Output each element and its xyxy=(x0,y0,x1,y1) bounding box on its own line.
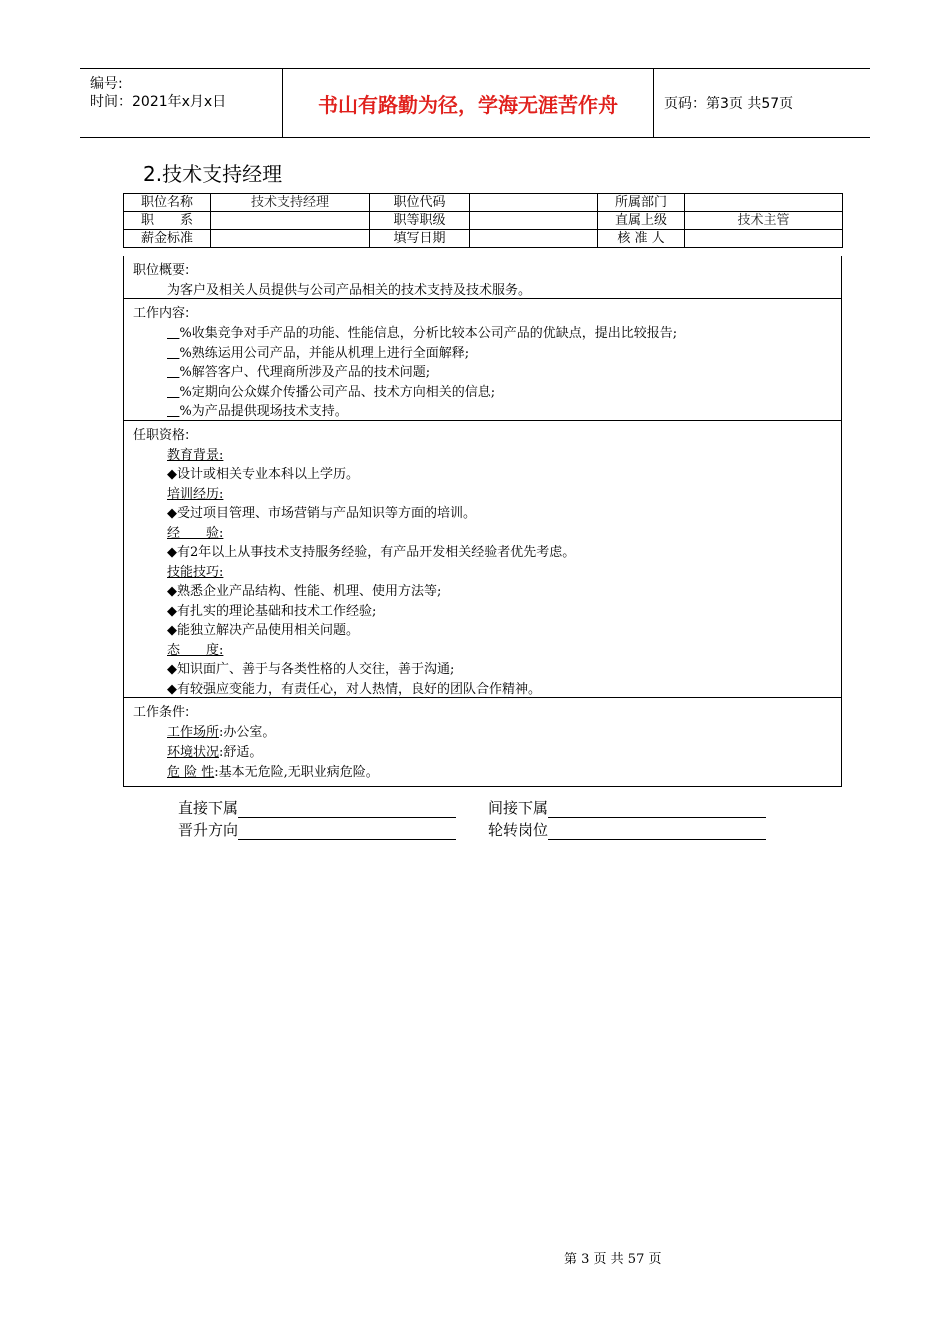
list-item: %解答客户、代理商所涉及产品的技术问题; xyxy=(179,365,431,380)
subheading: 教育背景: xyxy=(167,448,224,463)
promotion-path-field: 晋升方向 xyxy=(178,819,456,840)
cell-label: 直属上级 xyxy=(598,212,685,230)
page-header xyxy=(80,68,870,138)
number-label: 编号: xyxy=(90,76,123,92)
cell-value xyxy=(470,230,598,248)
cell-label: 填写日期 xyxy=(370,230,470,248)
table-row xyxy=(124,212,843,230)
section-title: 2.技术支持经理 xyxy=(143,162,283,186)
time-label: 时间：2021年x月x日 xyxy=(90,94,227,110)
cell-label: 职等职级 xyxy=(370,212,470,230)
cell-value xyxy=(211,212,370,230)
cell-value xyxy=(470,194,598,212)
subheading: 技能技巧: xyxy=(167,565,224,580)
header-motto: 书山有路勤为径，学海无涯苦作舟 xyxy=(283,69,654,137)
cell-label: 所属部门 xyxy=(598,194,685,212)
list-item: ◆有扎实的理论基础和技术工作经验; xyxy=(167,604,377,619)
rotation-position-field: 轮转岗位 xyxy=(488,819,766,840)
list-item: 危 险 性:基本无危险,无职业病危险。 xyxy=(167,765,379,780)
overview-section xyxy=(123,256,842,299)
cell-value xyxy=(211,230,370,248)
list-item: 环境状况:舒适。 xyxy=(167,745,263,760)
list-item: %为产品提供现场技术支持。 xyxy=(179,404,348,419)
list-item: ◆受过项目管理、市场营销与产品知识等方面的培训。 xyxy=(167,506,476,521)
cell-label: 薪金标准 xyxy=(124,230,211,248)
list-item: 工作场所:办公室。 xyxy=(167,725,276,740)
conditions-heading: 工作条件: xyxy=(133,705,190,720)
subheading: 培训经历: xyxy=(167,487,224,502)
cell-value xyxy=(470,212,598,230)
cell-label: 核 准 人 xyxy=(598,230,685,248)
table-row xyxy=(124,194,843,212)
subheading: 态 度: xyxy=(167,643,224,658)
list-item: ◆有2年以上从事技术支持服务经验，有产品开发相关经验者优先考虑。 xyxy=(167,545,576,560)
header-page-info: 页码：第3页 共57页 xyxy=(664,96,794,112)
list-item: %定期向公众媒介传播公司产品、技术方向相关的信息; xyxy=(179,385,496,400)
direct-subordinate-field: 直接下属 xyxy=(178,797,456,818)
conditions-section xyxy=(123,697,842,787)
subheading: 经 验: xyxy=(167,526,224,541)
list-item: ◆能独立解决产品使用相关问题。 xyxy=(167,623,359,638)
list-item: %收集竞争对手产品的功能、性能信息，分析比较本公司产品的优缺点，提出比较报告; xyxy=(179,326,678,341)
job-info-table xyxy=(123,193,843,248)
list-item: ◆有较强应变能力，有责任心，对人热情，良好的团队合作精神。 xyxy=(167,682,541,697)
overview-text: 为客户及相关人员提供与公司产品相关的技术支持及技术服务。 xyxy=(167,283,532,298)
cell-value: 技术主管 xyxy=(685,212,843,230)
page-number: 第 3 页 共 57 页 xyxy=(564,1252,662,1267)
qualifications-section xyxy=(123,420,842,698)
cell-value xyxy=(685,194,843,212)
header-meta xyxy=(80,69,283,137)
cell-value xyxy=(685,230,843,248)
list-item: ◆熟悉企业产品结构、性能、机理、使用方法等; xyxy=(167,584,442,599)
cell-label: 职 系 xyxy=(124,212,211,230)
list-item: ◆知识面广、善于与各类性格的人交往，善于沟通; xyxy=(167,662,455,677)
overview-heading: 职位概要: xyxy=(133,263,190,278)
list-item: ◆设计或相关专业本科以上学历。 xyxy=(167,467,359,482)
list-item: %熟练运用公司产品，并能从机理上进行全面解释; xyxy=(179,346,470,361)
qualifications-heading: 任职资格: xyxy=(133,428,190,443)
cell-value: 技术支持经理 xyxy=(211,194,370,212)
cell-label: 职位代码 xyxy=(370,194,470,212)
indirect-subordinate-field: 间接下属 xyxy=(488,797,766,818)
table-row xyxy=(124,230,843,248)
duties-section xyxy=(123,298,842,421)
duties-heading: 工作内容: xyxy=(133,306,190,321)
cell-label: 职位名称 xyxy=(124,194,211,212)
